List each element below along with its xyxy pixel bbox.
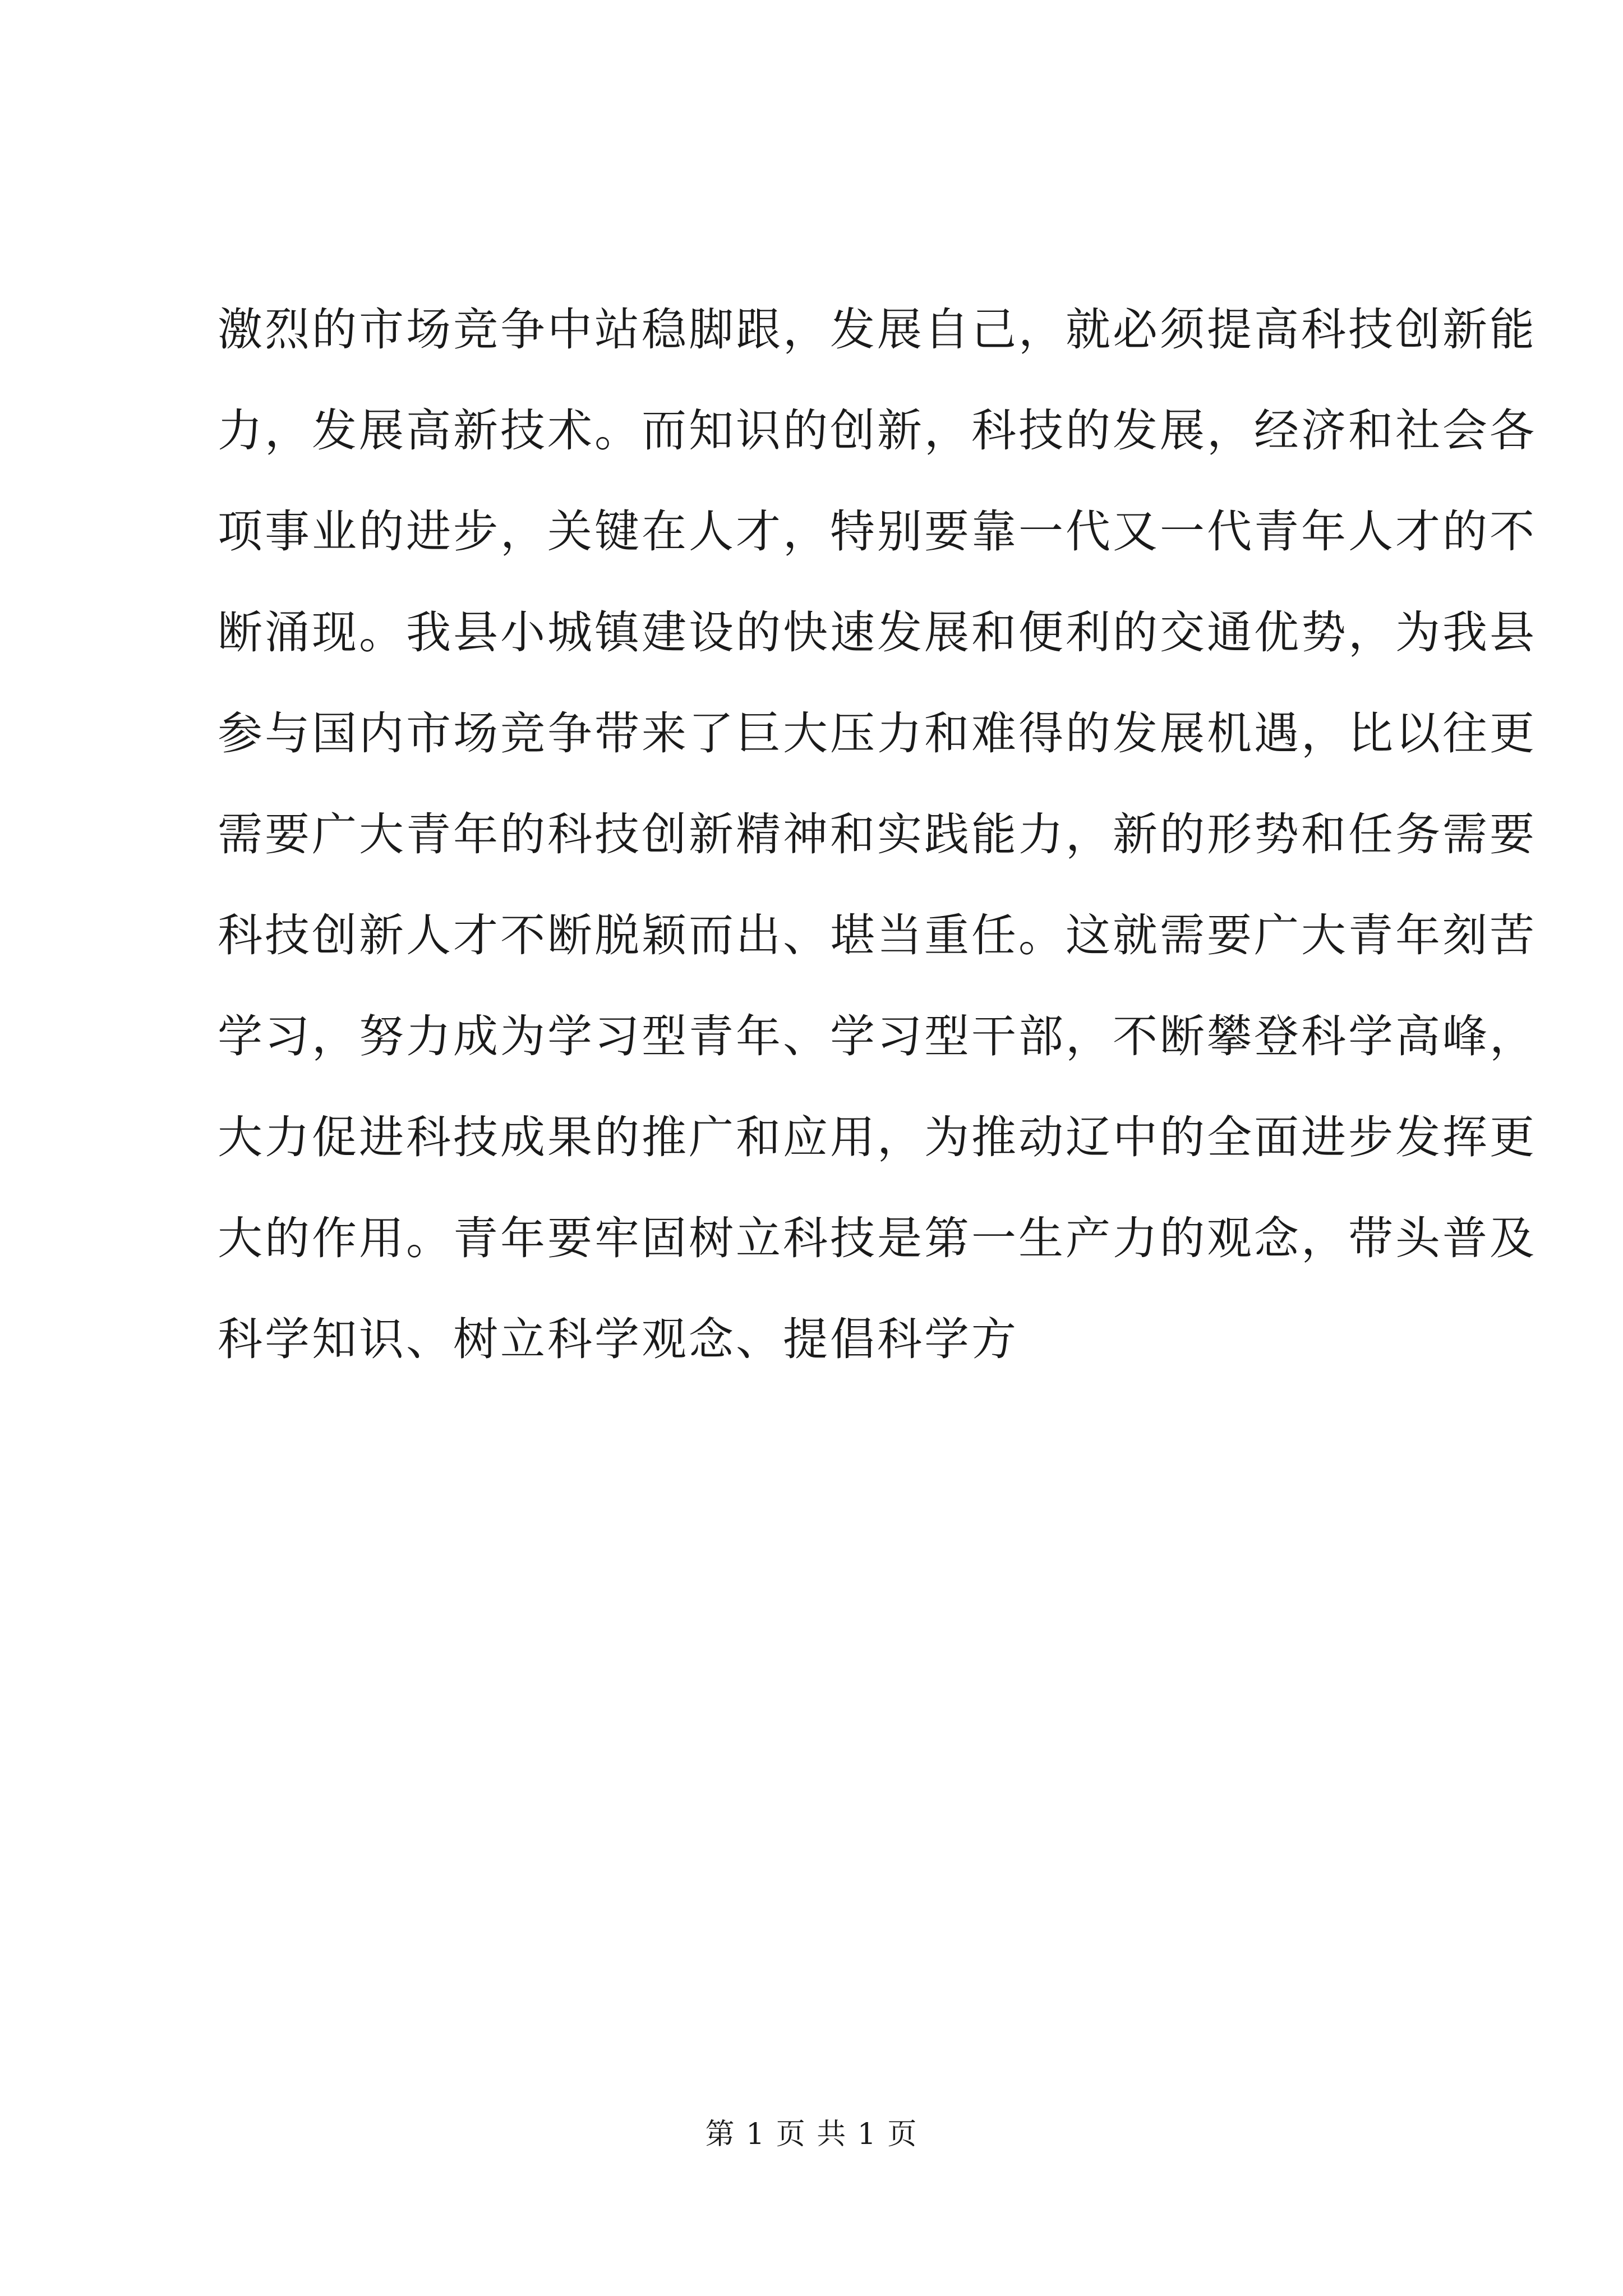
text-line: 科学知识、树立科学观念、提倡科学方 bbox=[218, 1313, 1018, 1365]
text-line: 参与国内市场竞争带来了巨大压力和难得的发展机遇，比以往更 bbox=[218, 707, 1537, 760]
text-line: 项事业的进步，关键在人才，特别要靠一代又一代青年人才的不 bbox=[218, 505, 1537, 558]
page-number-footer: 第 1 页 共 1 页 bbox=[705, 2118, 918, 2151]
text-line: 大的作用。青年要牢固树立科技是第一生产力的观念，带头普及 bbox=[218, 1212, 1537, 1264]
text-line: 断涌现。我县小城镇建设的快速发展和便利的交通优势，为我县 bbox=[218, 606, 1537, 659]
text-line: 学习，努力成为学习型青年、学习型干部，不断攀登科学高峰， bbox=[218, 1010, 1537, 1062]
text-line: 科技创新人才不断脱颖而出、堪当重任。这就需要广大青年刻苦 bbox=[218, 909, 1537, 961]
text-line: 需要广大青年的科技创新精神和实践能力，新的形势和任务需要 bbox=[218, 808, 1537, 861]
text-line: 力，发展高新技术。而知识的创新，科技的发展，经济和社会各 bbox=[218, 404, 1537, 457]
body-text bbox=[218, 279, 1537, 1390]
text-line: 激烈的市场竞争中站稳脚跟，发展自己，就必须提高科技创新能 bbox=[218, 303, 1537, 356]
text-line: 大力促进科技成果的推广和应用，为推动辽中的全面进步发挥更 bbox=[218, 1111, 1537, 1163]
